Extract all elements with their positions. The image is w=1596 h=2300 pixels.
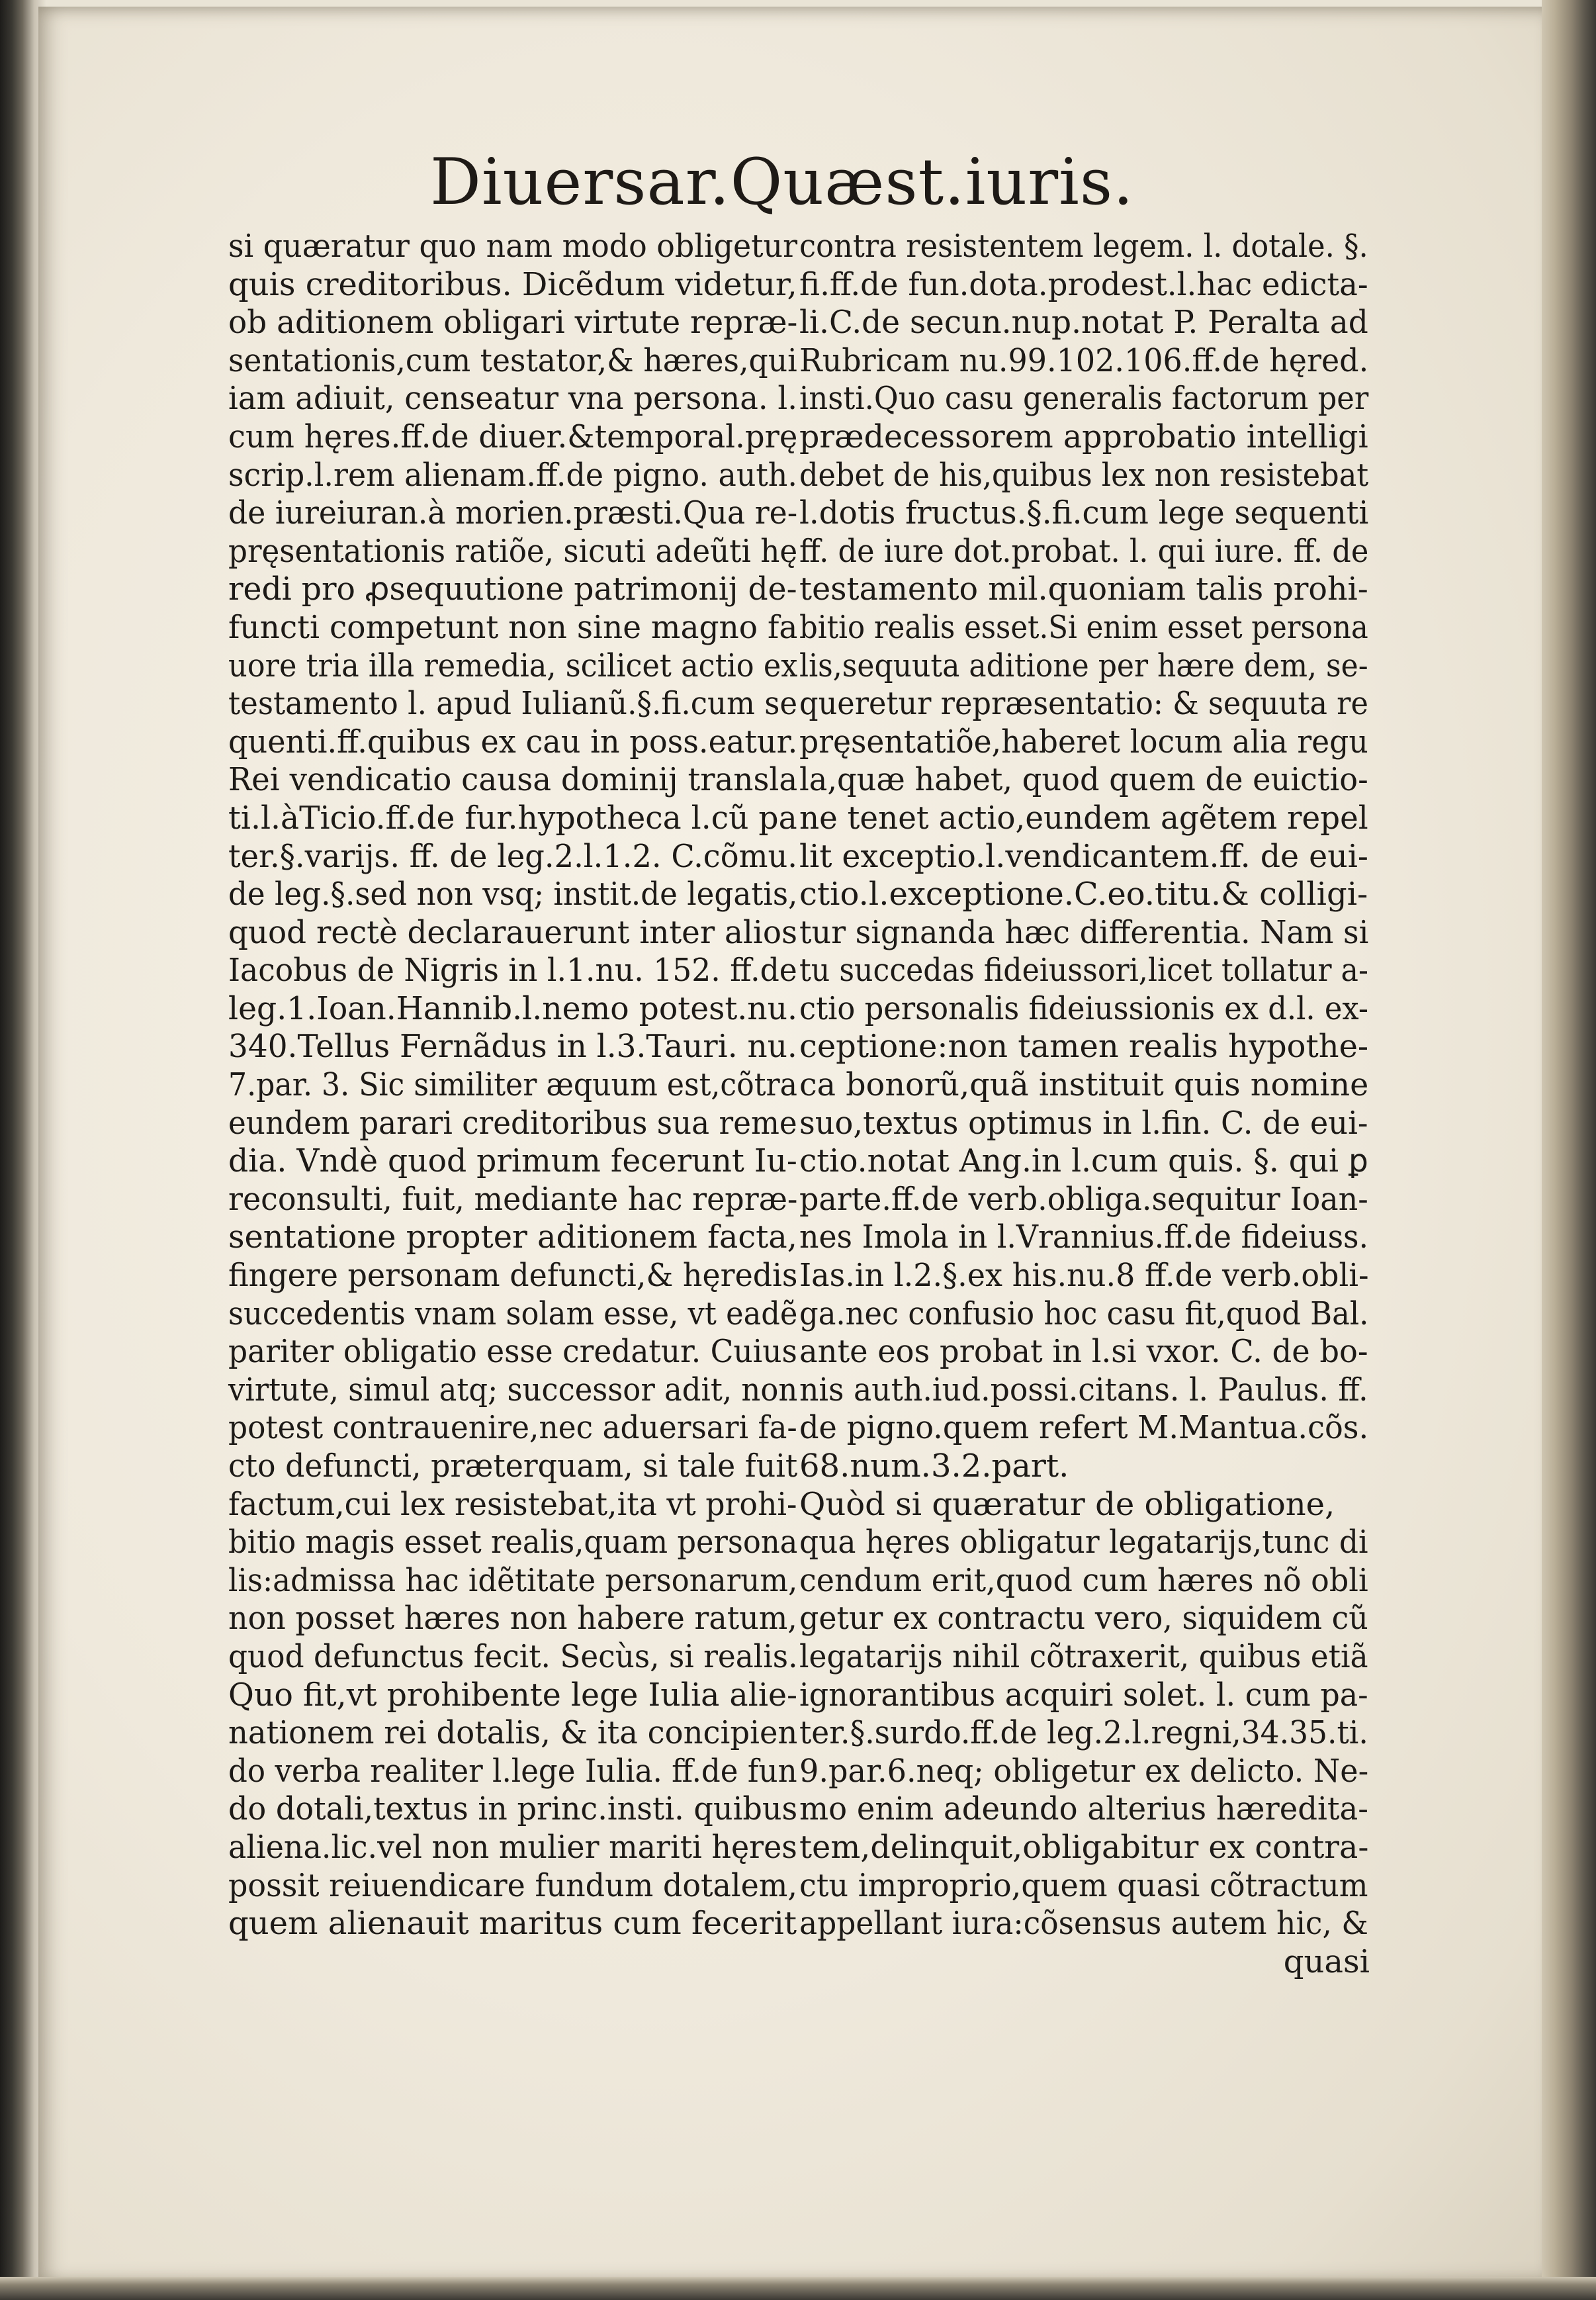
text-line: succedentis vnam solam esse, vt eadẽ xyxy=(228,1295,798,1332)
text-line: leg.1.Ioan.Hannib.l.nemo potest.nu. xyxy=(228,989,798,1027)
text-line: reconsulti, fuit, mediante hac repræ- xyxy=(228,1180,798,1218)
text-line: testamento mil.quoniam talis prohi- xyxy=(799,571,1368,608)
text-line: quem alienauit maritus cum fecerit xyxy=(228,1905,797,1943)
text-line: lit exceptio.l.vendicantem.ff. de eui- xyxy=(799,837,1368,875)
text-line: nis auth.iud.possi.citans. l. Paulus. ff. xyxy=(799,1371,1368,1408)
text-line: debet de his,quibus lex non resistebat xyxy=(799,456,1369,494)
text-line: bitio magis esset realis,quam persona xyxy=(228,1524,798,1561)
text-line: Ias.in l.2.§.ex his.nu.8 ff.de verb.obli- xyxy=(799,1257,1369,1295)
text-line: sentationis,cum testator,& hæres,qui xyxy=(228,342,797,379)
left-text-column xyxy=(228,228,811,1943)
text-line: do dotali,textus in princ.insti. quibus xyxy=(228,1790,798,1828)
text-line: 340.Tellus Fernãdus in l.3.Tauri. nu. xyxy=(228,1028,797,1066)
text-line: ne tenet actio,eundem agẽtem repel xyxy=(799,799,1368,837)
right-text-column xyxy=(799,228,1376,1981)
text-line: suo,textus optimus in l.fin. C. de eui- xyxy=(799,1104,1368,1142)
text-line: queretur repræsentatio: & sequuta re xyxy=(799,685,1368,723)
text-line: possit reiuendicare fundum dotalem, xyxy=(228,1866,797,1904)
page-edge-right xyxy=(1542,0,1596,2300)
text-line: prædecessorem approbatio intelligi xyxy=(799,418,1368,455)
text-line: pariter obligatio esse credatur. Cuius xyxy=(228,1333,797,1371)
text-line: nes Imola in l.Vrannius.ff.de fideiuss. xyxy=(799,1219,1369,1256)
text-line: Iacobus de Nigris in l.1.nu. 152. ff.de xyxy=(228,952,797,989)
text-line: lis:admissa hac idẽtitate personarum, xyxy=(228,1561,798,1599)
text-line: de leg.§.sed non vsq; instit.de legatis, xyxy=(228,876,798,913)
text-line: Rubricam nu.99.102.106.ff.de hęred. xyxy=(799,342,1369,379)
text-line: pręsentationis ratiõe, sicuti adeũti hę xyxy=(228,532,798,570)
text-line: insti.Quo casu generalis factorum per xyxy=(799,380,1369,418)
text-line: Quòd si quæratur de obligatione, xyxy=(799,1485,1335,1523)
text-line: appellant iura:cõsensus autem hic, & xyxy=(799,1905,1368,1943)
text-line: ga.nec confusio hoc casu fit,quod Bal. xyxy=(799,1295,1369,1332)
text-line: 68.num.3.2.part. xyxy=(799,1448,1069,1485)
text-line: l.dotis fructus.§.fi.cum lege sequenti xyxy=(799,494,1369,532)
text-line: 9.par.6.neq; obligetur ex delicto. Ne- xyxy=(799,1752,1369,1790)
text-line: eundem parari creditoribus sua reme xyxy=(228,1104,797,1142)
page-edge-bottom xyxy=(0,2277,1596,2300)
text-line: ante eos probat in l.si vxor. C. de bo- xyxy=(799,1333,1368,1371)
text-line: li.C.de secun.nup.notat P. Peralta ad xyxy=(799,304,1368,342)
text-line: testamento l. apud Iulianũ.§.fi.cum se xyxy=(228,685,798,723)
running-head: Diuersar.Quæst.iuris. xyxy=(430,145,1134,219)
text-line: fi.ff.de fun.dota.prodest.l.hac edicta- xyxy=(799,265,1368,303)
text-line: contra resistentem legem. l. dotale. §. xyxy=(799,228,1368,265)
text-line: non posset hæres non habere ratum, xyxy=(228,1600,797,1637)
text-line: do verba realiter l.lege Iulia. ff.de fun xyxy=(228,1752,797,1790)
text-line: aliena.lic.vel non mulier mariti hęres xyxy=(228,1828,797,1866)
text-line: redi pro ꝓsequutione patrimonij de- xyxy=(228,571,797,608)
text-line: mo enim adeundo alterius hæredita- xyxy=(799,1790,1368,1828)
text-line: fingere personam defuncti,& hęredis xyxy=(228,1257,798,1295)
text-line: dia. Vndè quod primum fecerunt Iu- xyxy=(228,1142,797,1180)
text-line: quenti.ff.quibus ex cau in poss.eatur. xyxy=(228,723,798,760)
text-line: cendum erit,quod cum hæres nõ obli xyxy=(799,1561,1368,1599)
text-line: quod defunctus fecit. Secùs, si realis. xyxy=(228,1637,798,1675)
text-line: virtute, simul atq; successor adit, non xyxy=(228,1371,798,1408)
text-line: legatarijs nihil cõtraxerit, quibus etiã xyxy=(799,1637,1368,1675)
text-line: getur ex contractu vero, siquidem cũ xyxy=(799,1600,1368,1637)
text-line: quis creditoribus. Dicẽdum videtur, xyxy=(228,265,797,303)
text-line: Quo fit,vt prohibente lege Iulia alie- xyxy=(228,1676,798,1714)
text-line: ctu improprio,quem quasi cõtractum xyxy=(799,1866,1368,1904)
text-line: ctio personalis fideiussionis ex d.l. ex- xyxy=(799,989,1368,1027)
text-line: ob aditionem obligari virtute repræ- xyxy=(228,304,798,342)
text-line: parte.ff.de verb.obliga.sequitur Ioan- xyxy=(799,1180,1368,1218)
text-line: quod rectè declarauerunt inter alios xyxy=(228,913,797,951)
text-line: de pigno.quem refert M.Mantua.cõs. xyxy=(799,1409,1369,1447)
text-line: scrip.l.rem alienam.ff.de pigno. auth. xyxy=(228,456,797,494)
text-line: tu succedas fideiussori,licet tollatur a- xyxy=(799,952,1368,989)
text-line: factum,cui lex resistebat,ita vt prohi- xyxy=(228,1485,797,1523)
text-line: potest contrauenire,nec aduersari fa- xyxy=(228,1409,797,1447)
text-line: lis,sequuta aditione per hære dem, se- xyxy=(799,647,1368,684)
text-line: cto defuncti, præterquam, si tale fuit xyxy=(228,1448,798,1485)
text-line: bitio realis esset.Si enim esset persona xyxy=(799,608,1368,646)
text-line: ctio.l.exceptione.C.eo.titu.& colligi- xyxy=(799,876,1368,913)
text-line: quasi xyxy=(1283,1943,1370,1980)
text-line: pręsentatiõe,haberet locum alia regu xyxy=(799,723,1368,760)
text-line: ca bonorũ,quã instituit quis nomine xyxy=(799,1066,1369,1104)
text-line: sentatione propter aditionem facta, xyxy=(228,1219,797,1256)
text-line: 7.par. 3. Sic similiter æquum est,cõtra xyxy=(228,1066,797,1104)
text-line: ctio.notat Ang.in l.cum quis. §. qui ꝑ xyxy=(799,1142,1368,1180)
text-line: cum hęres.ff.de diuer.&temporal.prę xyxy=(228,418,798,455)
text-line: uore tria illa remedia, scilicet actio ex xyxy=(228,647,798,684)
text-line: nationem rei dotalis, & ita concipien xyxy=(228,1714,798,1752)
text-line: si quæratur quo nam modo obligetur xyxy=(228,228,798,265)
text-line: ceptione:non tamen realis hypothe- xyxy=(799,1028,1369,1066)
text-line: ter.§.varijs. ff. de leg.2.l.1.2. C.cõmu. xyxy=(228,837,797,875)
text-line: Rei vendicatio causa dominij transla xyxy=(228,761,798,799)
text-line: functi competunt non sine magno fa xyxy=(228,608,798,646)
text-line: ff. de iure dot.probat. l. qui iure. ff. de xyxy=(799,532,1369,570)
text-line: tem,delinquit,obligabitur ex contra- xyxy=(799,1828,1369,1866)
text-line: ignorantibus acquiri solet. l. cum pa- xyxy=(799,1676,1368,1714)
text-line: qua hęres obligatur legatarijs,tunc di xyxy=(799,1524,1368,1561)
text-line: iam adiuit, censeatur vna persona. l. xyxy=(228,380,797,418)
text-line: ti.l.àTicio.ff.de fur.hypotheca l.cũ pa xyxy=(228,799,797,837)
text-line: tur signanda hæc differentia. Nam si xyxy=(799,913,1369,951)
text-line: la,quæ habet, quod quem de euictio- xyxy=(799,761,1368,799)
text-line: ter.§.surdo.ff.de leg.2.l.regni,34.35.ti. xyxy=(799,1714,1368,1752)
text-line: de iureiuran.à morien.præsti.Qua re- xyxy=(228,494,798,532)
